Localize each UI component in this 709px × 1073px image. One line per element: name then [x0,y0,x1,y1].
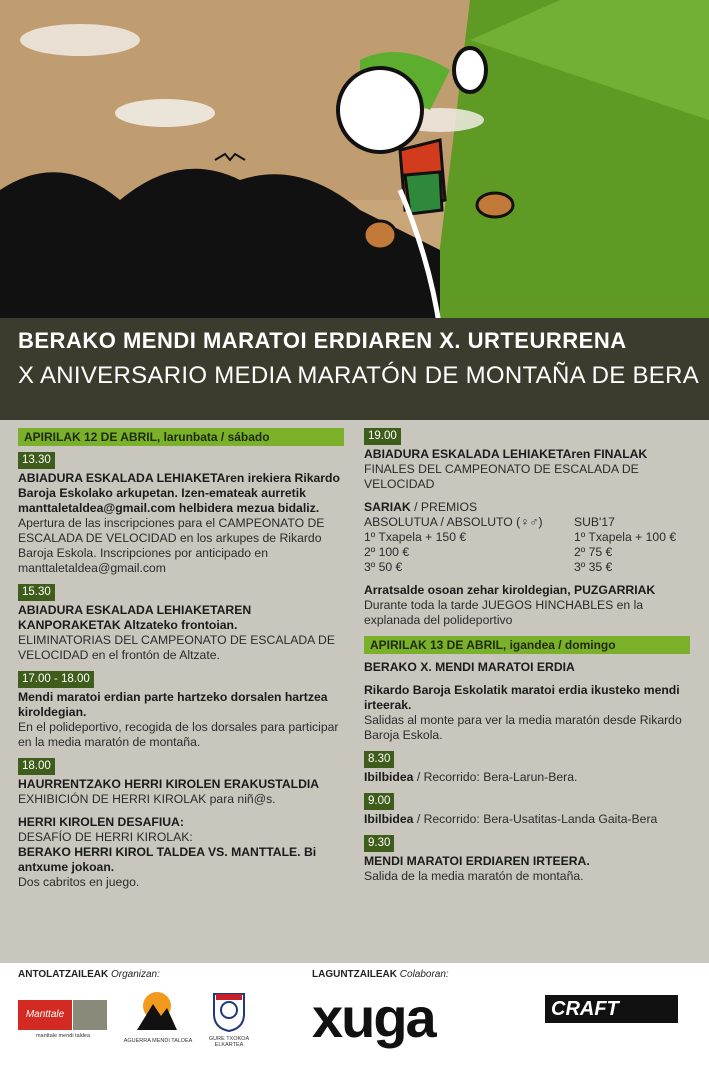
prizes-head-es: / PREMIOS [410,500,478,514]
time-tag: 9.30 [364,835,394,852]
time-tag: 18.00 [18,758,55,775]
event-text: Apertura de las inscripciones para el CAMPEONATO DE ESCALADA DE VELOCIDAD en los arkupes de Rikardo Baroja Eskola. Inscripciones por anticipado en manttaletaldea@gmail.com [18,516,325,575]
event-text: Salida de la media maratón de montaña. [364,869,584,883]
event-text: ELIMINATORIAS DEL CAMPEONATO DE ESCALADA DE VELOCIDAD en el frontón de Altzate. [18,633,335,662]
event-text: Salidas al monte para ver la media maratón desde Rikardo Baroja Eskola. [364,713,682,742]
challenge-text: DESAFÍO DE HERRI KIROLAK: [18,830,193,844]
program-body [0,420,709,963]
time-tag: 8.30 [364,751,394,768]
time-tag: 15.30 [18,584,55,601]
event-1530 [18,584,344,663]
event-title: ABIADURA ESKALADA LEHIAKETAren FINALAK [364,447,648,461]
event-1900 [364,428,690,492]
event-title: Arratsalde osoan zehar kiroldegian, PUZGARRIAK [364,583,656,597]
category-absolute: ABSOLUTUA / ABSOLUTO (♀♂) [364,515,543,529]
prizes-head: SARIAK [364,500,411,514]
event-0930 [364,835,690,884]
cloud-1 [115,99,215,127]
cloud-2 [20,24,140,56]
event-title: Rikardo Baroja Eskolatik maratoi erdia ikusteko mendi irteerak. [364,683,680,712]
event-outings [364,683,690,743]
craft-logo: CRAFT [545,995,678,1023]
xuga-logo: xuga [312,986,435,1049]
manttale-logo: Manttale [18,1000,72,1030]
category-sub17: SUB'17 [574,515,615,529]
event-0830: 8.30 Ibilbidea / Recorrido: Bera-Larun-Bera. [364,753,578,784]
time-tag: 13.30 [18,452,55,469]
event-half-marathon [364,660,690,675]
date-bar-saturday: APIRILAK 12 DE ABRIL, larunbata / sábado [18,428,344,446]
time-tag: 17.00 - 18.00 [18,671,94,688]
challenge-teams: BERAKO HERRI KIROL TALDEA VS. MANTTALE. Bi antxume jokoan. [18,845,317,874]
gure-txokoa-crest [212,990,246,1032]
aguerra-caption: AGUERRA MENDI TALDEA [123,1038,193,1044]
gure-txokoa-caption: GURE TXOKOA ELKARTEA [208,1036,250,1048]
event-title: Mendi maratoi erdian parte hartzeko dorsalen hartzea kiroldegian. [18,690,328,719]
prize-categories [364,515,690,530]
event-1800 [18,758,344,890]
prizes-block [364,500,690,575]
right-column [364,428,690,892]
time-tag: 19.00 [364,428,401,445]
event-inflatables [364,583,690,628]
event-1700 [18,671,344,750]
event-text: FINALES DEL CAMPEONATO DE ESCALADA DE VELOCIDAD [364,462,639,491]
prize-row: 1º Txapela + 150 € 1º Txapela + 100 € [364,530,677,544]
manttale-caption: manttale mendi taldea [35,1033,91,1039]
event-0900: 9.00 Ibilbidea / Recorrido: Bera-Usatitas-Landa Gaita-Bera [364,795,658,826]
collaborators-label: LAGUNTZAILEAK Colaboran: [312,969,449,980]
event-title: ABIADURA ESKALADA LEHIAKETAren irekiera Rikardo Baroja Eskolako arkupetan. Izen-emateak aurretik manttaletaldea@gmail.com helbidera mezua bidaliz. [18,471,340,515]
challenge-prize: Dos cabritos en juego. [18,875,140,889]
event-title: HAURRENTZAKO HERRI KIROLEN ERAKUSTALDIA [18,777,320,791]
challenge-title: HERRI KIROLEN DESAFIUA: [18,815,184,829]
event-text: En el polideportivo, recogida de los dorsales para participar en la media maratón de montaña. [18,720,339,749]
prize-row: 2º 100 € 2º 75 € [364,545,613,559]
title-spanish: X ANIVERSARIO MEDIA MARATÓN DE MONTAÑA DE BERA [18,362,700,389]
organizers-label: ANTOLATZAILEAK Organizan: [18,969,160,980]
prize-row: 3º 50 € 3º 35 € [364,560,613,574]
event-1330 [18,452,344,576]
event-text: EXHIBICIÓN DE HERRI KIROLAK para niñ@s. [18,792,276,806]
title-basque: BERAKO MENDI MARATOI ERDIAREN X. URTEURRENA [18,328,627,353]
date-bar-sunday: APIRILAK 13 DE ABRIL, igandea / domingo [364,636,690,654]
event-title: MENDI MARATOI ERDIAREN IRTEERA. [364,854,590,868]
event-text: Durante toda la tarde JUEGOS HINCHABLES en la explanada del polideportivo [364,598,644,627]
time-tag: 9.00 [364,793,394,810]
event-title: BERAKO X. MENDI MARATOI ERDIA [364,660,575,674]
event-title: ABIADURA ESKALADA LEHIAKETAREN KANPORAKETAK Altzateko frontoian. [18,603,252,632]
left-column [18,428,344,898]
aguerra-logo [135,990,179,1032]
manttale-mascot-logo [73,1000,107,1030]
